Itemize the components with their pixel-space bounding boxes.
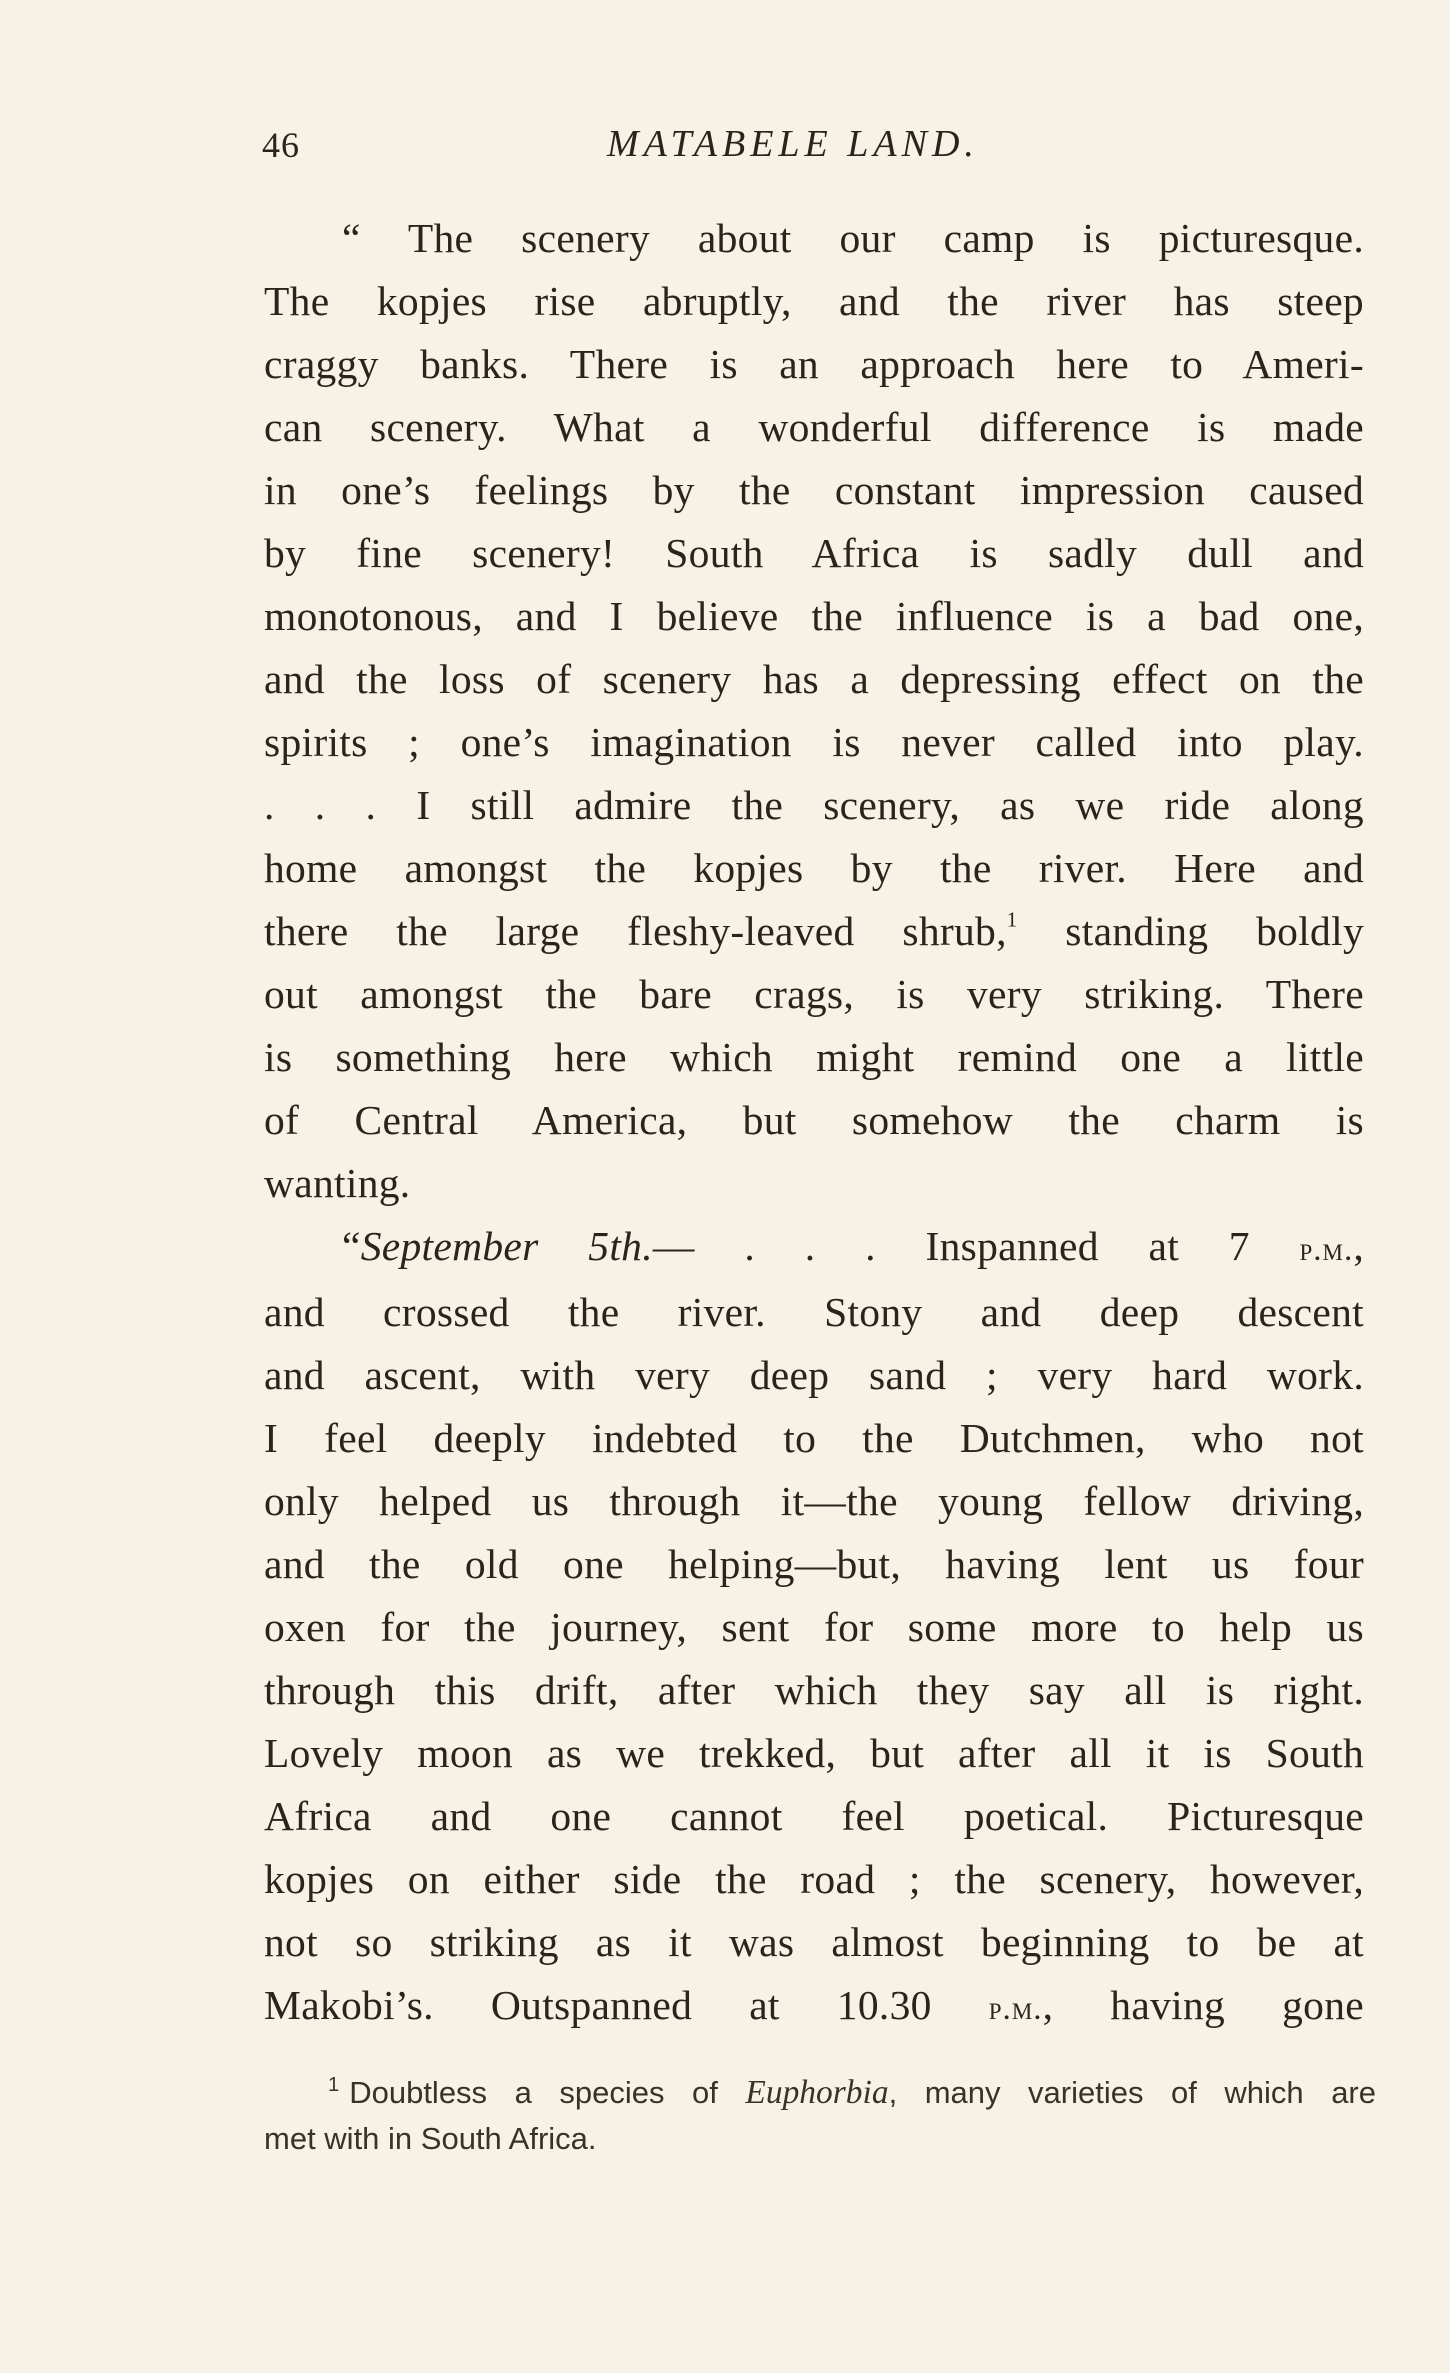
page-number: 46 [262, 125, 300, 165]
page-header [262, 118, 1362, 178]
text-line: and ascent, with very deep sand ; very hard work. [264, 1352, 1364, 1398]
footnote-line: met with in South Africa. [264, 2121, 597, 2157]
text-line: The kopjes rise abruptly, and the river has steep [264, 278, 1364, 324]
quote-mark: “ [342, 1223, 361, 1269]
text-fragment: there the large fleshy-leaved shrub, [264, 908, 1007, 954]
text-line: Lovely moon as we trekked, but after all it is South [264, 1730, 1364, 1776]
text-line: only helped us through it—the young fellow driving, [264, 1478, 1364, 1524]
text-fragment: standing boldly [1017, 908, 1364, 954]
text-fragment: , [1353, 1223, 1364, 1269]
footnote-line [264, 2062, 1376, 2116]
text-line: out amongst the bare crags, is very striking. There [264, 971, 1364, 1017]
text-line: oxen for the journey, sent for some more to help us [264, 1604, 1364, 1650]
text-line: through this drift, after which they say all is right. [264, 1667, 1364, 1713]
running-head: MATABELE LAND. [607, 123, 979, 165]
text-line: in one’s feelings by the constant impression caused [264, 467, 1364, 513]
text-line: kopjes on either side the road ; the scenery, however, [264, 1856, 1364, 1902]
italic-term: Euphorbia [745, 2074, 889, 2112]
text-line: wanting. [264, 1160, 411, 1206]
footnote [264, 2062, 1376, 2162]
time-abbrev: p.m. [1299, 1231, 1354, 1268]
text-line: of Central America, but somehow the charm is [264, 1097, 1364, 1143]
text-line: home amongst the kopjes by the river. Here and [264, 845, 1364, 891]
text-fragment: — . . . Inspanned at 7 [652, 1223, 1300, 1269]
entry-date: September 5th. [360, 1223, 653, 1269]
footnote-reference[interactable]: 1 [1006, 909, 1018, 932]
text-fragment: Doubtless a species of [349, 2075, 746, 2111]
text-line: and crossed the river. Stony and deep descent [264, 1289, 1364, 1335]
text-line: craggy banks. There is an approach here to Ameri- [264, 341, 1364, 387]
text-fragment: , having gone [1042, 1982, 1364, 2028]
text-line: and the loss of scenery has a depressing effect on the [264, 656, 1364, 702]
text-line: and the old one helping—but, having lent us four [264, 1541, 1364, 1587]
footnote-mark: 1 [328, 2074, 340, 2096]
text-line: I feel deeply indebted to the Dutchmen, who not [264, 1415, 1364, 1461]
body-text [264, 207, 1364, 2040]
text-line: can scenery. What a wonderful difference is made [264, 404, 1364, 450]
text-line: “ The scenery about our camp is picturesque. [342, 215, 1364, 261]
text-fragment: , many varieties of which are [888, 2075, 1376, 2111]
text-line: spirits ; one’s imagination is never called into play. [264, 719, 1364, 765]
text-line: monotonous, and I believe the influence is a bad one, [264, 593, 1364, 639]
text-line: not so striking as it was almost beginning to be at [264, 1919, 1364, 1965]
text-line [264, 1974, 1364, 2040]
diary-entry-heading [264, 1215, 1364, 1281]
text-line: Africa and one cannot feel poetical. Picturesque [264, 1793, 1364, 1839]
text-line: . . . I still admire the scenery, as we ride along [264, 782, 1364, 828]
text-fragment: Makobi’s. Outspanned at 10.30 [264, 1982, 989, 2028]
text-line-with-footnote [264, 900, 1364, 963]
time-abbrev: p.m. [988, 1990, 1043, 2027]
text-line: by fine scenery! South Africa is sadly dull and [264, 530, 1364, 576]
text-line: is something here which might remind one a little [264, 1034, 1364, 1080]
